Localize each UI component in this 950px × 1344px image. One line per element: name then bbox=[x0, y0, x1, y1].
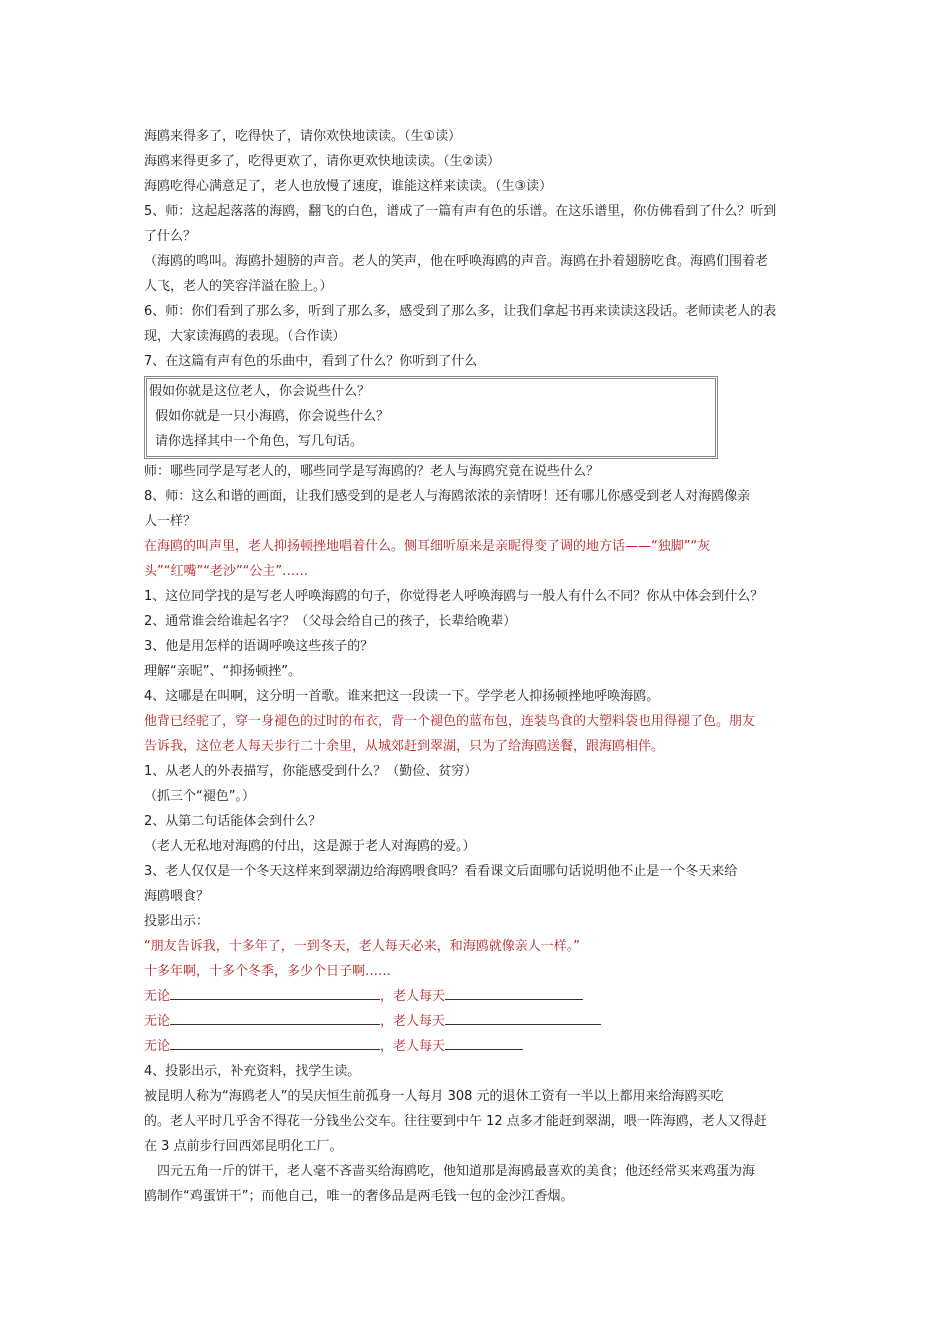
text-line: 7、在这篇有声有色的乐曲中，看到了什么？你听到了什么 bbox=[144, 354, 478, 369]
text-line: 投影出示： bbox=[144, 914, 210, 929]
text-line: 2、从第二句话能体会到什么？ bbox=[144, 814, 322, 829]
highlight-quote-3 bbox=[144, 934, 824, 984]
text-line: （抓三个“褪色”。） bbox=[144, 789, 255, 804]
quote-line: 在海鸥的叫声里，老人抑扬顿挫地唱着什么。侧耳细听原来是亲昵得变了调的地方话——“独脚”“灰 bbox=[144, 539, 711, 554]
text-line: 海鸥喂食？ bbox=[144, 889, 210, 904]
fill-prefix: 无论 bbox=[144, 989, 171, 1004]
text-line: 鸥制作“鸡蛋饼干”；而他自己，唯一的奢侈品是两毛钱一包的金沙江香烟。 bbox=[144, 1189, 574, 1204]
text-line: 1、从老人的外表描写，你能感受到什么？（勤俭、贫穷） bbox=[144, 764, 478, 779]
writing-prompt-box bbox=[144, 376, 718, 459]
fill-middle: ，老人每天 bbox=[380, 1039, 446, 1054]
document-page bbox=[144, 124, 824, 1209]
fill-prefix: 无论 bbox=[144, 1039, 171, 1054]
box-line: 假如你就是这位老人，你会说些什么？ bbox=[149, 384, 371, 399]
fill-blank[interactable] bbox=[170, 985, 380, 1000]
text-line: 海鸥吃得心满意足了，老人也放慢了速度，谁能这样来读读。（生③读） bbox=[144, 179, 553, 194]
highlight-quote-1 bbox=[144, 534, 824, 584]
box-line: 假如你就是一只小海鸥，你会说些什么？ bbox=[155, 409, 390, 424]
text-line: 海鸥来得多了，吃得快了，请你欢快地读读。（生①读） bbox=[144, 129, 462, 144]
fill-line bbox=[144, 1034, 824, 1059]
fill-blank[interactable] bbox=[170, 1035, 380, 1050]
text-line: 2、通常谁会给谁起名字？（父母会给自己的孩子，长辈给晚辈） bbox=[144, 614, 517, 629]
text-line: 4、投影出示，补充资料，找学生读。 bbox=[144, 1064, 361, 1079]
text-line: 5、师：这起起落落的海鸥，翻飞的白色，谱成了一篇有声有色的乐谱。在这乐谱里，你仿佛看到了什么？听到 bbox=[144, 204, 777, 219]
fill-line bbox=[144, 1009, 824, 1034]
fill-prefix: 无论 bbox=[144, 1014, 171, 1029]
text-line: 人一样？ bbox=[144, 514, 197, 529]
quote-line: 告诉我，这位老人每天步行二十余里，从城郊赶到翠湖，只为了给海鸥送餐，跟海鸥相伴。 bbox=[144, 739, 665, 754]
text-line: 师：哪些同学是写老人的，哪些同学是写海鸥的？老人与海鸥究竟在说些什么？ bbox=[144, 464, 600, 479]
box-line: 请你选择其中一个角色，写几句话。 bbox=[155, 434, 364, 449]
fill-blank[interactable] bbox=[445, 1035, 523, 1050]
text-line: 8、师：这么和谐的画面，让我们感受到的是老人与海鸥浓浓的亲情呀！还有哪儿你感受到老人对海鸥像亲 bbox=[144, 489, 751, 504]
fill-blank[interactable] bbox=[170, 1010, 380, 1025]
fill-line bbox=[144, 984, 824, 1009]
text-line: 现，大家读海鸥的表现。（合作读） bbox=[144, 329, 346, 344]
text-line: 4、这哪是在叫啊，这分明一首歌。谁来把这一段读一下。学学老人抑扬顿挫地呼唤海鸥。 bbox=[144, 689, 660, 704]
text-line: 的。老人平时几乎舍不得花一分钱坐公交车。往往要到中午 12 点多才能赶到翠湖，喂一阵海鸥，老人又得赶 bbox=[144, 1114, 767, 1129]
text-line: 四元五角一斤的饼干，老人毫不吝啬买给海鸥吃，他知道那是海鸥最喜欢的美食；他还经常买来鸡蛋为海 bbox=[144, 1164, 756, 1179]
fill-middle: ，老人每天 bbox=[380, 989, 446, 1004]
text-line: 6、师：你们看到了那么多，听到了那么多，感受到了那么多，让我们拿起书再来读读这段话。老师读老人的表 bbox=[144, 304, 777, 319]
fill-blank[interactable] bbox=[445, 985, 583, 1000]
quote-line: “朋友告诉我，十多年了，一到冬天，老人每天必来，和海鸥就像亲人一样。” bbox=[144, 939, 580, 954]
fill-in-exercise bbox=[144, 984, 824, 1059]
text-line: 3、老人仅仅是一个冬天这样来到翠湖边给海鸥喂食吗？看看课文后面哪句话说明他不止是一个冬天来给 bbox=[144, 864, 738, 879]
text-line: 在 3 点前步行回西郊昆明化工厂。 bbox=[144, 1139, 343, 1154]
section-mid2 bbox=[144, 584, 824, 709]
text-line: 了什么？ bbox=[144, 229, 197, 244]
text-line: 被昆明人称为“海鸥老人”的吴庆恒生前孤身一人每月 308 元的退休工资有一半以上都用来给海鸥买吃 bbox=[144, 1089, 724, 1104]
fill-middle: ，老人每天 bbox=[380, 1014, 446, 1029]
text-line: 人飞，老人的笑容洋溢在脸上。） bbox=[144, 279, 333, 294]
text-line: 海鸥来得更多了，吃得更欢了，请你更欢快地读读。（生②读） bbox=[144, 154, 501, 169]
quote-line: 十多年啊，十多个冬季，多少个日子啊…… bbox=[144, 964, 392, 979]
text-line: 理解“亲昵”、“抑扬顿挫”。 bbox=[144, 664, 301, 679]
highlight-quote-2 bbox=[144, 709, 824, 759]
fill-blank[interactable] bbox=[445, 1010, 601, 1025]
text-line: （老人无私地对海鸥的付出，这是源于老人对海鸥的爱。） bbox=[144, 839, 476, 854]
text-line: 1、这位同学找的是写老人呼唤海鸥的句子，你觉得老人呼唤海鸥与一般人有什么不同？你从中体会到什么？ bbox=[144, 589, 764, 604]
section-mid1 bbox=[144, 459, 824, 534]
section-bottom bbox=[144, 1059, 824, 1209]
quote-line: 头”“红嘴”“老沙”“公主”…… bbox=[144, 564, 309, 579]
section-mid3 bbox=[144, 759, 824, 934]
section-top bbox=[144, 124, 824, 374]
text-line: （海鸥的鸣叫。海鸥扑翅膀的声音。老人的笑声，他在呼唤海鸥的声音。海鸥在扑着翅膀吃食。海鸥们围着老 bbox=[144, 254, 769, 269]
quote-line: 他背已经驼了，穿一身褪色的过时的布衣，背一个褪色的蓝布包，连装鸟食的大塑料袋也用得褪了色。朋友 bbox=[144, 714, 756, 729]
text-line: 3、他是用怎样的语调呼唤这些孩子的？ bbox=[144, 639, 374, 654]
